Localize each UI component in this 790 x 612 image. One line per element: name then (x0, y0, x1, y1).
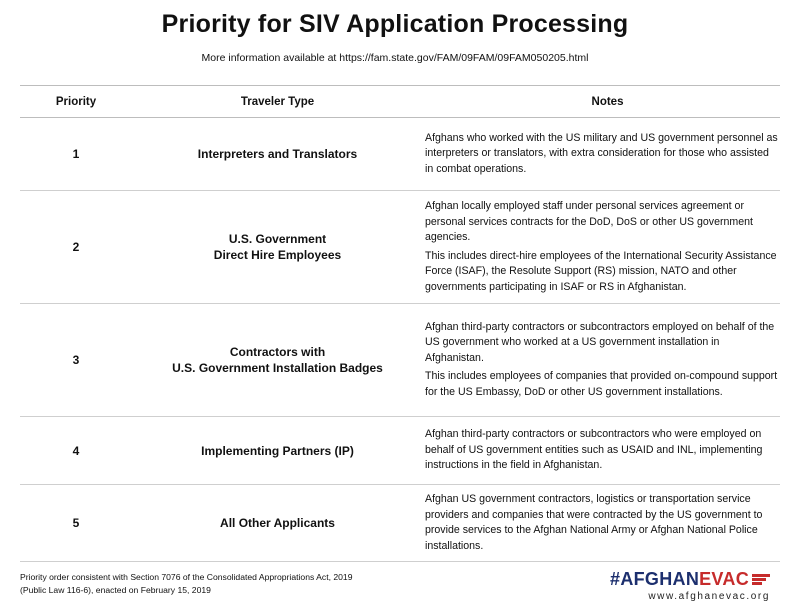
notes-cell (425, 118, 780, 190)
traveler-type-line: Direct Hire Employees (213, 248, 342, 262)
priority-value: 1 (72, 147, 80, 161)
traveler-type (140, 118, 415, 190)
traveler-type (140, 485, 415, 561)
header-top-divider (20, 85, 780, 86)
priority-value: 4 (72, 443, 80, 458)
notes-cell (425, 304, 780, 416)
flag-stripes-icon (752, 573, 770, 586)
brand-url: www.afghanevac.org (648, 591, 770, 602)
notes-paragraph: Afghan third-party contractors or subcontractors who were employed on behalf of US government entities such as USAID and INL, implementing instructions in the field in Afghanistan. (425, 428, 763, 472)
footnote-line: Priority order consistent with Section 7076 of the Consolidated Appropriations Act, 2019 (20, 572, 353, 582)
row-divider (20, 561, 780, 562)
notes-paragraph: Afghan third-party contractors or subcontractors employed on behalf of the US government who worked at a US government installation in Afghanistan. (425, 320, 775, 364)
traveler-type-line: All Other Applicants (220, 516, 335, 530)
traveler-type-line: Interpreters and Translators (197, 147, 358, 161)
brand-evac: EVAC (699, 569, 749, 589)
table-row (20, 191, 780, 303)
traveler-type-line: Implementing Partners (IP) (201, 443, 354, 458)
table-row (20, 417, 780, 484)
page-title: Priority for SIV Application Processing (161, 10, 629, 38)
traveler-type-line: U.S. Government Installation Badges (172, 361, 383, 375)
table-row (20, 304, 780, 416)
traveler-type-line: U.S. Government (228, 232, 327, 246)
notes-cell (425, 485, 780, 561)
priority-value: 3 (72, 353, 80, 367)
page-subtitle: More information available at https://fam.state.gov/FAM/09FAM/09FAM050205.html (201, 52, 589, 64)
brand-afghan: AFGHAN (620, 569, 700, 589)
traveler-type (140, 417, 415, 484)
brand-hashtag (610, 569, 770, 589)
notes-paragraph: Afghans who worked with the US military and US government personnel as interpreters or translators, with extra consideration for those who assisted in combat operations. (425, 131, 778, 175)
footnote-line: (Public Law 116-6), enacted on February 15, 2019 (20, 584, 211, 595)
column-header-notes: Notes (591, 96, 624, 108)
priority-value: 5 (72, 516, 80, 530)
notes-paragraph: Afghan locally employed staff under personal services agreement or personal services contracts for the DoD, DoS or other US government agencies. (425, 200, 753, 243)
notes-cell (425, 191, 780, 303)
afghanevac-logo (610, 569, 770, 602)
table-row (20, 485, 780, 561)
traveler-type (140, 191, 415, 303)
column-header-traveler-type: Traveler Type (240, 96, 315, 108)
priority-value: 2 (72, 240, 80, 254)
source-footnote (20, 571, 353, 596)
traveler-type (140, 304, 415, 416)
brand-hash: # (610, 569, 621, 589)
table-row (20, 118, 780, 190)
traveler-type-line: Contractors with (229, 345, 326, 359)
notes-paragraph: This includes employees of companies that provided on-compound support for the US Embassy, DoD or other US government installations. (425, 370, 778, 398)
notes-paragraph: Afghan US government contractors, logistics or transportation service providers and companies that were contracted by the US government to provide services to the Afghan National Army or Afghan National Police installations. (425, 493, 763, 552)
notes-cell (425, 417, 780, 484)
notes-paragraph: This includes direct-hire employees of the International Security Assistance Force (ISAF), the Resolute Support (RS) mission, NATO and other governments participating in ISAF or RS in Afghanistan. (425, 249, 777, 293)
column-header-priority: Priority (55, 96, 97, 108)
